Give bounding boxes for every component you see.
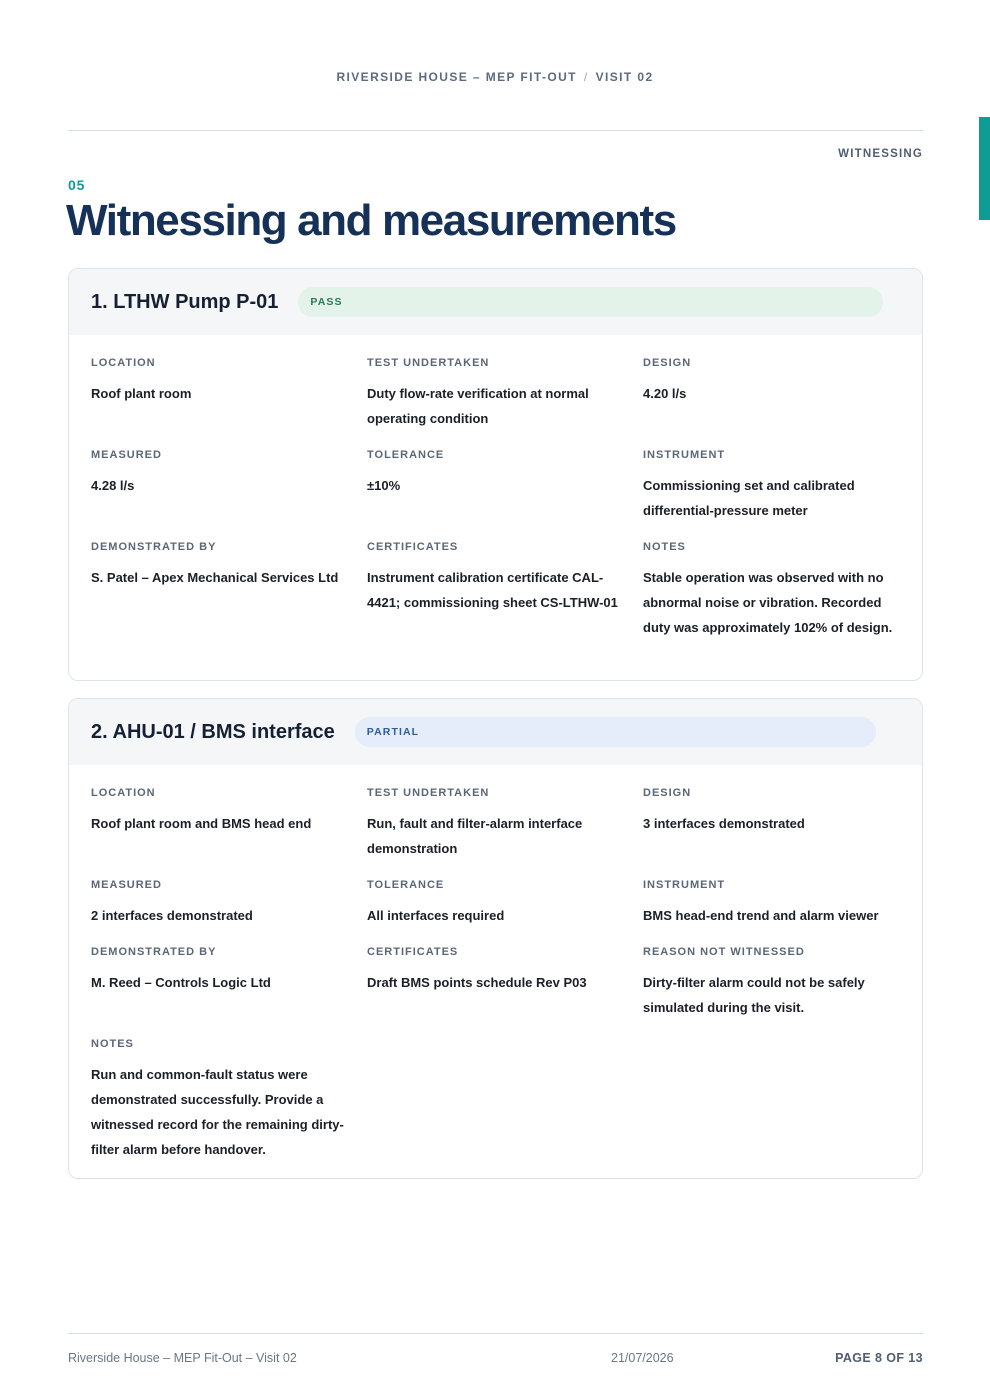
- field-measured: [91, 448, 349, 498]
- field-value: 4.28 l/s: [91, 478, 135, 493]
- running-header-project: RIVERSIDE HOUSE – MEP FIT-OUT: [336, 70, 577, 84]
- witness-card-ahu-bms: [68, 698, 923, 1179]
- running-header: [0, 70, 990, 84]
- field-value: Roof plant room: [91, 386, 192, 401]
- card-title: 2. AHU-01 / BMS interface: [91, 720, 335, 743]
- field-tolerance: [367, 878, 625, 928]
- field-label: MEASURED: [91, 879, 162, 891]
- field-label: NOTES: [91, 1038, 134, 1050]
- field-label: INSTRUMENT: [643, 879, 726, 891]
- field-value: M. Reed – Controls Logic Ltd: [91, 975, 271, 990]
- field-value: S. Patel – Apex Mechanical Services Ltd: [91, 570, 339, 585]
- field-label: TEST UNDERTAKEN: [367, 787, 490, 799]
- field-label: INSTRUMENT: [643, 449, 726, 461]
- field-value: Run, fault and filter-alarm interface demonstration: [367, 816, 583, 856]
- field-value: Dirty-filter alarm could not be safely simulated during the visit.: [643, 975, 865, 1015]
- field-label: DEMONSTRATED BY: [91, 541, 217, 553]
- field-tolerance: [367, 448, 625, 498]
- field-value: Instrument calibration certificate CAL-4421; commissioning sheet CS-LTHW-01: [367, 570, 618, 610]
- field-label: NOTES: [643, 541, 686, 553]
- field-label: TOLERANCE: [367, 449, 445, 461]
- header-divider: [68, 130, 923, 131]
- status-badge-partial: PARTIAL: [355, 717, 876, 747]
- field-notes: [643, 540, 901, 640]
- field-demonstrated-by: [91, 945, 349, 995]
- section-side-tab: [979, 117, 990, 220]
- witness-card-lthw-pump: [68, 268, 923, 681]
- field-reason-not-witnessed: [643, 945, 901, 1020]
- field-test-undertaken: [367, 786, 625, 861]
- field-label: CERTIFICATES: [367, 946, 459, 958]
- field-value: ±10%: [367, 478, 401, 493]
- field-label: TOLERANCE: [367, 879, 445, 891]
- field-label: REASON NOT WITNESSED: [643, 946, 805, 958]
- field-label: DESIGN: [643, 787, 692, 799]
- field-value: BMS head-end trend and alarm viewer: [643, 908, 879, 923]
- section-title: Witnessing and measurements: [66, 196, 676, 245]
- field-certificates: [367, 540, 625, 615]
- card-header: [69, 269, 922, 335]
- field-value: 3 interfaces demonstrated: [643, 816, 805, 831]
- card-title: 1. LTHW Pump P-01: [91, 290, 279, 313]
- field-value: Run and common-fault status were demonstrated successfully. Provide a witnessed record for the remaining dirty-filter alarm before handover.: [91, 1067, 344, 1157]
- running-header-separator: /: [583, 70, 589, 84]
- field-certificates: [367, 945, 625, 995]
- field-test-undertaken: [367, 356, 625, 431]
- footer-date: 21/07/2026: [611, 1351, 674, 1365]
- field-label: DEMONSTRATED BY: [91, 946, 217, 958]
- field-measured: [91, 878, 349, 928]
- card-header: [69, 699, 922, 765]
- field-design: [643, 786, 901, 836]
- section-tag: WITNESSING: [838, 148, 923, 160]
- field-label: LOCATION: [91, 787, 156, 799]
- field-location: [91, 356, 349, 406]
- field-label: MEASURED: [91, 449, 162, 461]
- field-notes: [91, 1037, 349, 1162]
- field-value: Stable operation was observed with no abnormal noise or vibration. Recorded duty was approximately 102% of design.: [643, 570, 893, 635]
- field-value: Duty flow-rate verification at normal operating condition: [367, 386, 589, 426]
- field-label: CERTIFICATES: [367, 541, 459, 553]
- field-value: Roof plant room and BMS head end: [91, 816, 312, 831]
- footer-document-title: Riverside House – MEP Fit-Out – Visit 02: [68, 1351, 297, 1365]
- field-value: Draft BMS points schedule Rev P03: [367, 975, 587, 990]
- field-label: DESIGN: [643, 357, 692, 369]
- footer-divider: [68, 1333, 923, 1334]
- field-label: LOCATION: [91, 357, 156, 369]
- field-design: [643, 356, 901, 406]
- status-badge-pass: PASS: [298, 287, 883, 317]
- running-header-visit: VISIT 02: [595, 70, 654, 84]
- field-value: 4.20 l/s: [643, 386, 687, 401]
- field-value: Commissioning set and calibrated differential-pressure meter: [643, 478, 855, 518]
- field-value: All interfaces required: [367, 908, 505, 923]
- field-location: [91, 786, 349, 836]
- section-number: 05: [68, 177, 86, 193]
- field-demonstrated-by: [91, 540, 349, 590]
- field-instrument: [643, 448, 901, 523]
- footer-page-number: PAGE 8 OF 13: [835, 1351, 923, 1365]
- field-value: 2 interfaces demonstrated: [91, 908, 253, 923]
- field-label: TEST UNDERTAKEN: [367, 357, 490, 369]
- field-instrument: [643, 878, 901, 928]
